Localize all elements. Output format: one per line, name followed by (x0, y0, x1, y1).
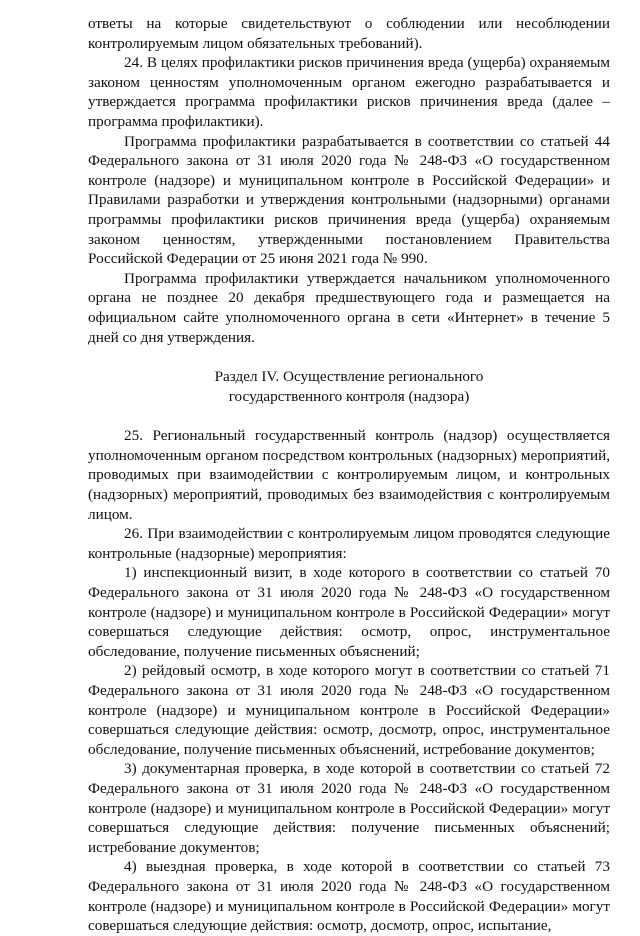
list-item-raid-inspection: 2) рейдовый осмотр, в ходе которого могут в соответствии со статьей 71 Федерального закона от 31 июля 2020 года № 248-ФЗ «О государственном контроле (надзоре) и муниципальном контроле в Российской Федерации» совершаться следующие действия: осмотр, досмотр, опрос, инструментальное обследование, получение письменных объяснений, истребование документов; (88, 662, 610, 758)
section-heading (88, 367, 610, 406)
section-heading-line-1: Раздел IV. Осуществление регионального (214, 368, 484, 386)
list-item-field-check: 4) выездная проверка, в ходе которой в соответствии со статьей 73 Федерального закона от 31 июля 2020 года № 248-ФЗ «О государственном контроле (надзоре) и муниципальном контроле в Российской Федерации» могут совершаться следующие действия: осмотр, досмотр, опрос, испытание, (88, 858, 610, 935)
section-heading-line-2: государственного контроля (надзора) (228, 387, 470, 405)
paragraph-item-26: 26. При взаимодействии с контролируемым лицом проводятся следующие контрольные (надзорные) мероприятия: (88, 525, 610, 562)
list-item-inspection-visit: 1) инспекционный визит, в ходе которого в соответствии со статьей 70 Федерального закона от 31 июля 2020 года № 248-ФЗ «О государственном контроле (надзоре) и муниципальном контроле в Российской Федерации» могут совершаться следующие действия: осмотр, опрос, инструментальное обследование, получение письменных объяснений; (88, 564, 610, 660)
paragraph-program-development: Программа профилактики разрабатывается в соответствии со статьей 44 Федерального закона от 31 июля 2020 года № 248-ФЗ «О государственном контроле (надзоре) и муниципальном контроле в Российской Федерации» и Правилами разработки и утверждения контрольными (надзорными) органами программы профилактики рисков причинения вреда (ущерба) охраняемым законом ценностям, утвержденными постановлением Правительства Российской Федерации от 25 июня 2021 года № 990. (88, 132, 610, 268)
document-page (88, 14, 610, 936)
paragraph-item-25: 25. Региональный государственный контроль (надзор) осуществляется уполномоченным органом посредством контрольных (надзорных) мероприятий, проводимых при взаимодействии с контролируемым лицом, и контрольных (надзорных) мероприятий, проводимых без взаимодействия с контролируемым лицом. (88, 427, 610, 523)
paragraph-item-24: 24. В целях профилактики рисков причинения вреда (ущерба) охраняемым законом ценностям уполномоченным органом ежегодно разрабатывается и утверждается программа профилактики рисков причинения вреда (далее – программа профилактики). (88, 54, 610, 130)
list-item-documentary-check: 3) документарная проверка, в ходе которой в соответствии со статьей 72 Федерального закона от 31 июля 2020 года № 248-ФЗ «О государственном контроле (надзоре) и муниципальном контроле в Российской Федерации» могут совершаться следующие действия: получение письменных объяснений; истребование документов; (88, 760, 610, 856)
paragraph-continuation: ответы на которые свидетельствуют о соблюдении или несоблюдении контролируемым лицом обязательных требований). (88, 15, 610, 52)
paragraph-program-approval: Программа профилактики утверждается начальником уполномоченного органа не позднее 20 декабря предшествующего года и размещается на официальном сайте уполномоченного органа в сети «Интернет» в течение 5 дней со дня утверждения. (88, 269, 610, 346)
